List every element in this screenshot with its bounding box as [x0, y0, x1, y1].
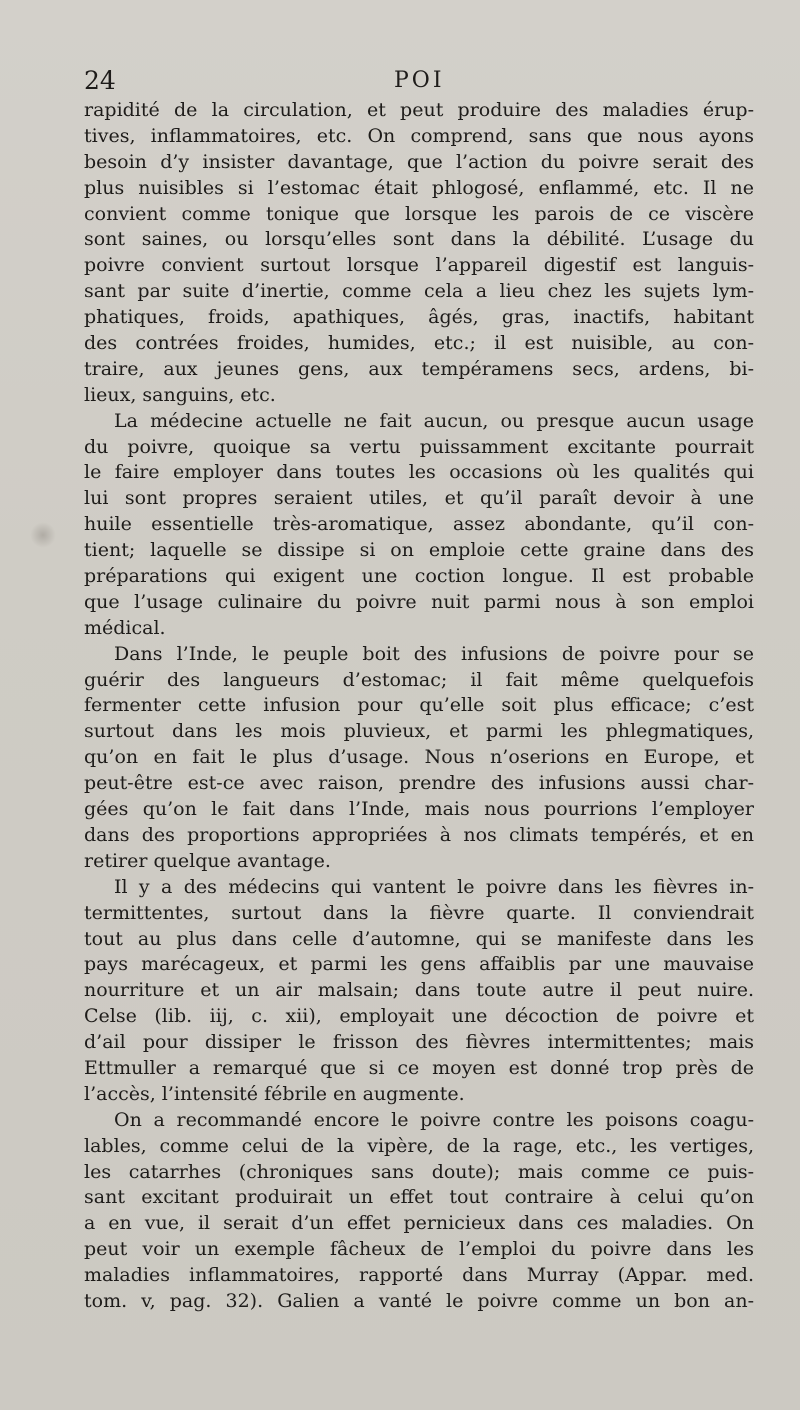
text-line: du poivre, quoique sa vertu puissamment excitante pourrait	[84, 435, 754, 458]
text-line: d’ail pour dissiper le frisson des fièvres intermittentes; mais	[84, 1031, 754, 1054]
text-line: qu’on en fait le plus d’usage. Nous n’oserions en Europe, et	[84, 746, 754, 769]
text-line: peut-être est-ce avec raison, prendre des infusions aussi char-	[84, 772, 754, 795]
text-line: Celse (lib. iij, c. xii), employait une décoction de poivre et	[84, 1005, 754, 1028]
text-line: lui sont propres seraient utiles, et qu’il paraît devoir à une	[84, 487, 754, 510]
text-line: a en vue, il serait d’un effet pernicieux dans ces maladies. On	[84, 1212, 754, 1235]
page-number: 24	[84, 66, 116, 95]
text-line: tout au plus dans celle d’automne, qui se manifeste dans les	[84, 927, 754, 950]
text-line: peut voir un exemple fâcheux de l’emploi du poivre dans les	[84, 1238, 754, 1261]
text-line: que l’usage culinaire du poivre nuit parmi nous à son emploi	[84, 590, 754, 613]
text-line: besoin d’y insister davantage, que l’action du poivre serait des	[84, 150, 754, 173]
text-line: Dans l’Inde, le peuple boit des infusions de poivre pour se	[114, 642, 754, 665]
paper-stain	[30, 522, 56, 548]
text-line: termittentes, surtout dans la fièvre quarte. Il conviendrait	[84, 901, 754, 924]
text-line: pays marécageux, et parmi les gens affaiblis par une mauvaise	[84, 953, 754, 976]
text-line: Il y a des médecins qui vantent le poivre dans les fièvres in-	[114, 875, 754, 898]
text-line: sant par suite d’inertie, comme cela a lieu chez les sujets lym-	[84, 280, 754, 303]
text-line: convient comme tonique que lorsque les parois de ce viscère	[84, 202, 754, 225]
text-line: poivre convient surtout lorsque l’appareil digestif est languis-	[84, 254, 754, 277]
text-line: le faire employer dans toutes les occasions où les qualités qui	[84, 461, 754, 484]
text-line: tom. v, pag. 32). Galien a vanté le poivre comme un bon an-	[84, 1289, 754, 1312]
text-line: fermenter cette infusion pour qu’elle soit plus efficace; c’est	[84, 694, 754, 717]
text-line: phatiques, froids, apathiques, âgés, gras, inactifs, habitant	[84, 306, 754, 329]
text-line: l’accès, l’intensité fébrile en augmente.	[84, 1082, 465, 1105]
text-line: tient; laquelle se dissipe si on emploie cette graine dans des	[84, 539, 754, 562]
text-line: retirer quelque avantage.	[84, 849, 331, 872]
text-line: les catarrhes (chroniques sans doute); mais comme ce puis-	[84, 1160, 754, 1183]
page-header	[84, 64, 754, 98]
running-head: POI	[394, 68, 445, 93]
text-line: lieux, sanguins, etc.	[84, 383, 276, 406]
body-text	[84, 98, 754, 1315]
text-line: Ettmuller a remarqué que si ce moyen est donné trop près de	[84, 1056, 754, 1079]
text-line: tives, inflammatoires, etc. On comprend, sans que nous ayons	[84, 124, 754, 147]
text-line: médical.	[84, 616, 166, 639]
text-line: surtout dans les mois pluvieux, et parmi les phlegmatiques,	[84, 720, 754, 743]
text-line: lables, comme celui de la vipère, de la rage, etc., les vertiges,	[84, 1134, 754, 1157]
text-line: On a recommandé encore le poivre contre les poisons coagu-	[114, 1108, 754, 1131]
text-line: préparations qui exigent une coction longue. Il est probable	[84, 565, 754, 588]
text-line: plus nuisibles si l’estomac était phlogosé, enflammé, etc. Il ne	[84, 176, 754, 199]
text-line: dans des proportions appropriées à nos climats tempérés, et en	[84, 823, 754, 846]
text-line: rapidité de la circulation, et peut produire des maladies érup-	[84, 99, 754, 121]
text-line: sant excitant produirait un effet tout contraire à celui qu’on	[84, 1186, 754, 1209]
text-line: gées qu’on le fait dans l’Inde, mais nous pourrions l’employer	[84, 798, 754, 821]
text-line: La médecine actuelle ne fait aucun, ou presque aucun usage	[114, 409, 754, 432]
text-line: maladies inflammatoires, rapporté dans Murray (Appar. med.	[84, 1264, 754, 1287]
text-line: des contrées froides, humides, etc.; il est nuisible, au con-	[84, 332, 754, 355]
text-line: huile essentielle très-aromatique, assez abondante, qu’il con-	[84, 513, 754, 536]
text-line: nourriture et un air malsain; dans toute autre il peut nuire.	[84, 979, 754, 1002]
text-line: guérir des langueurs d’estomac; il fait même quelquefois	[84, 668, 754, 691]
text-line: traire, aux jeunes gens, aux tempéramens secs, ardens, bi-	[84, 357, 754, 380]
text-line: sont saines, ou lorsqu’elles sont dans la débilité. L’usage du	[84, 228, 754, 251]
